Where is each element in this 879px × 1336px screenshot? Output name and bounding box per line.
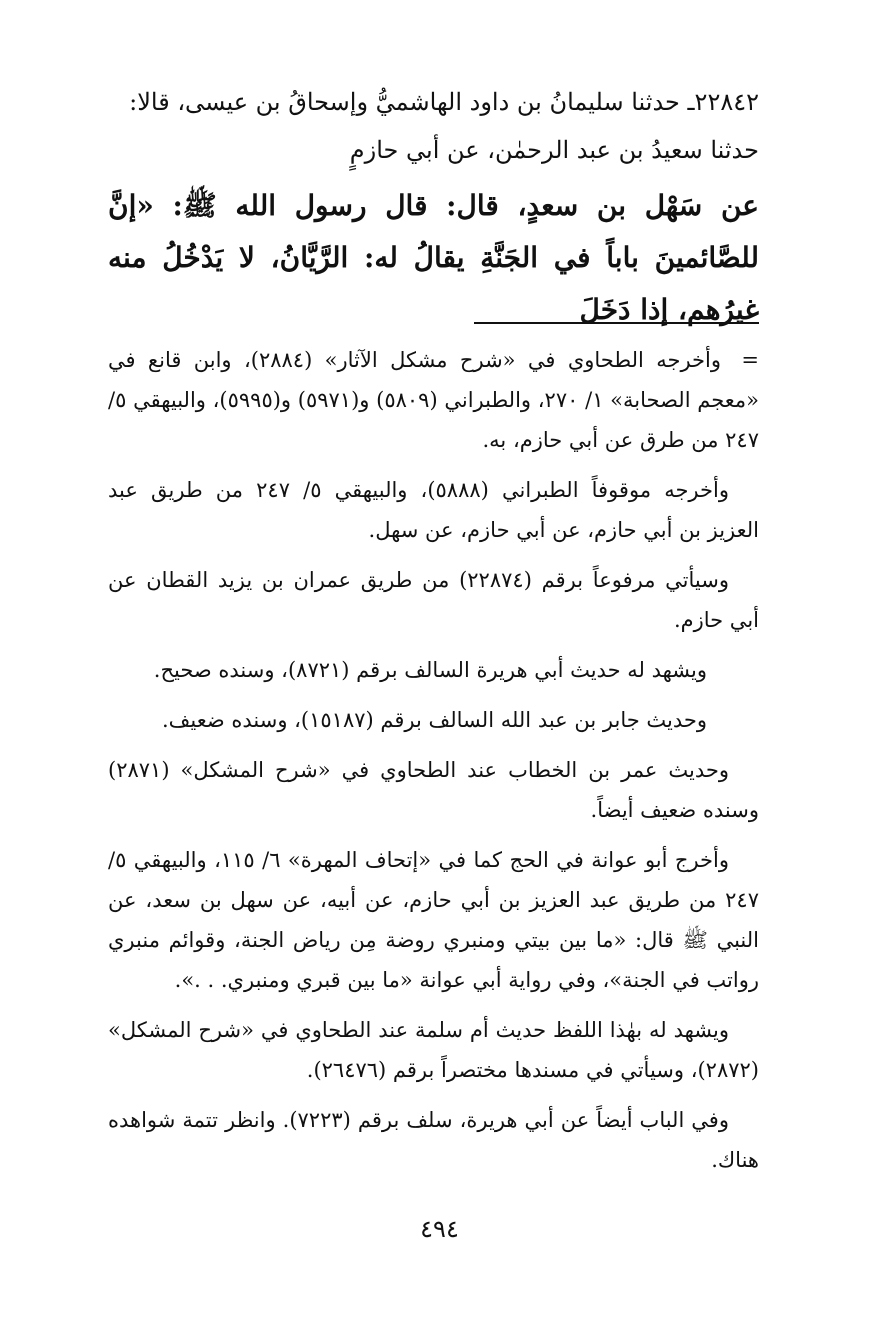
footnote-paragraph: ويشهد له حديث أبي هريرة السالف برقم (٨٧٢١)، وسنده صحيح.	[153, 658, 707, 682]
footnote-paragraph: وفي الباب أيضاً عن أبي هريرة، سلف برقم (٧٢٢٣). وانظر تتمة شواهده هناك.	[108, 1108, 759, 1172]
footnote-paragraph: وحديث جابر بن عبد الله السالف برقم (١٥١٨٧)، وسنده ضعيف.	[161, 708, 707, 732]
footnotes	[108, 340, 759, 1190]
hadith-head-line-1: ٢٢٨٤٢ـ حدثنا سليمانُ بن داود الهاشميُّ وإسحاقُ بن عيسى، قالا:	[129, 88, 759, 116]
footnote-paragraph: وأخرج أبو عوانة في الحج كما في «إتحاف المهرة» ٦/ ١١٥، والبيهقي ٥/ ٢٤٧ من طريق عبد العزيز بن أبي حازم، عن أبيه، عن سهل بن سعد، عن النبي ﷺ قال: «ما بين بيتي ومنبري روضة مِن رياض الجنة، وقوائم منبري رواتب في الجنة»، وفي رواية أبي عوانة «ما بين قبري ومنبري. . .».	[108, 848, 759, 992]
continuation-mark: =	[741, 348, 759, 372]
footnote-paragraph: وحديث عمر بن الخطاب عند الطحاوي في «شرح المشكل» (٢٨٧١) وسنده ضعيف أيضاً.	[108, 758, 759, 822]
hadith-matn: عن سَهْل بن سعدٍ، قال: قال رسول الله ﷺ: «إنَّ للصَّائمينَ باباً في الجَنَّةِ يقالُ له: الرَّيَّانُ، لا يَدْخُلُ منه غيرُهم، إذا دَخَلَ	[108, 189, 759, 326]
footnote-divider	[474, 322, 759, 324]
hadith-isnad	[108, 78, 759, 174]
hadith-head-line-2: حدثنا سعيدُ بن عبد الرحمٰن، عن أبي حازمٍ	[349, 136, 759, 164]
footnote-paragraph: وأخرجه موقوفاً الطبراني (٥٨٨٨)، والبيهقي ٥/ ٢٤٧ من طريق عبد العزيز بن أبي حازم، عن أبي حازم، عن سهل.	[108, 478, 759, 542]
footnote-paragraph: ويشهد له بهٰذا اللفظ حديث أم سلمة عند الطحاوي في «شرح المشكل» (٢٨٧٢)، وسيأتي في مسندها مختصراً برقم (٢٦٤٧٦).	[108, 1018, 759, 1082]
footnote-paragraph: =وأخرجه الطحاوي في «شرح مشكل الآثار» (٢٨٨٤)، وابن قانع في «معجم الصحابة» ١/ ٢٧٠، والطبراني (٥٨٠٩) و(٥٩٧١) و(٥٩٩٥)، والبيهقي ٥/ ٢٤٧ من طرق عن أبي حازم، به.	[108, 340, 759, 460]
footnote-paragraph: وسيأتي مرفوعاً برقم (٢٢٨٧٤) من طريق عمران بن يزيد القطان عن أبي حازم.	[108, 568, 759, 632]
page-number: ٤٩٤	[420, 1215, 459, 1243]
